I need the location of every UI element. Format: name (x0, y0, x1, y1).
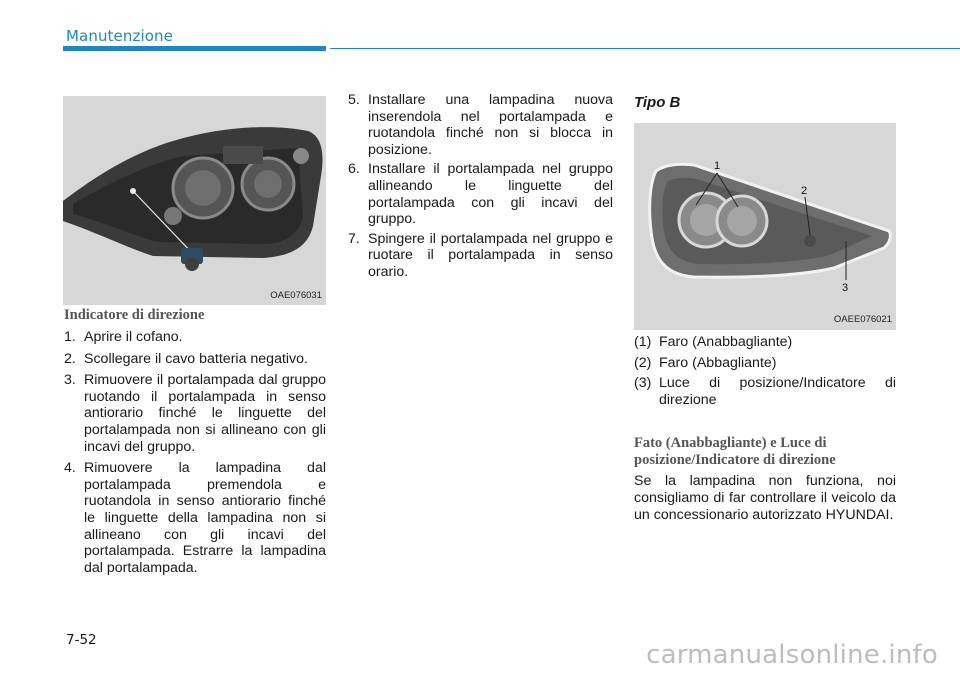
headlamp-rear-figure (63, 96, 326, 305)
dealer-paragraph: Se la lampadina non funziona, noi consigliamo di far controllare il veicolo da un concessionario autorizzato HYUNDAI. (634, 473, 896, 523)
legend-item: (2) Faro (Abbagliante) (634, 354, 777, 371)
page-number: 7-52 (66, 632, 97, 648)
legend-item: (3) Luce di posizione/Indicatore di direzione (634, 375, 896, 408)
header-rule-thin (330, 48, 960, 49)
callout-1: 1 (714, 160, 721, 172)
figure-code: OAEE076021 (833, 314, 892, 325)
step-item: 6. Installare il portalampada nel gruppo allineando le linguette del portalampada con gli incavi del gruppo. (348, 161, 613, 228)
section-title: Manutenzione (66, 27, 173, 45)
watermark: carmanualsonline.info (646, 640, 938, 670)
step-item: 3. Rimuovere il portalampada dal gruppo ruotando il portalampada in senso antiorario finché le linguette del portalampada non si allineano con gli incavi del gruppo. (64, 372, 326, 455)
headlamp-front-figure (634, 123, 896, 330)
middle-column (348, 92, 613, 284)
legend-item: (1) Faro (Anabbagliante) (634, 334, 793, 350)
left-column (64, 306, 326, 581)
headlamp-illustration (63, 96, 326, 305)
header-rule-thick (63, 46, 326, 51)
figure-code: OAE076031 (270, 290, 322, 301)
step-item: 2. Scollegare il cavo batteria negativo. (64, 350, 308, 367)
type-b-title: Tipo B (634, 94, 681, 111)
step-item: 4. Rimuovere la lampadina dal portalampada premendola e ruotandola in senso antiorario finché le linguette della lampadina non si allineano con gli incavi del portalampada. Estrarre la lampadina dal portalampada. (64, 460, 326, 576)
headlamp-front-illustration (634, 123, 896, 330)
right-column (634, 334, 896, 523)
step-item: 5. Installare una lampadina nuova inserendola nel portalampada e ruotandola finché non si blocca in posizione. (348, 92, 613, 158)
step-item: 1. Aprire il cofano. (64, 329, 183, 345)
callout-3: 3 (842, 282, 849, 294)
callout-2: 2 (801, 185, 808, 197)
lamp-heading: Fato (Anabbagliante) e Luce di posizione/Indicatore di direzione (634, 435, 836, 469)
turn-signal-heading: Indicatore di direzione (64, 307, 205, 323)
step-item: 7. Spingere il portalampada nel gruppo e ruotare il portalampada in senso orario. (348, 230, 613, 280)
